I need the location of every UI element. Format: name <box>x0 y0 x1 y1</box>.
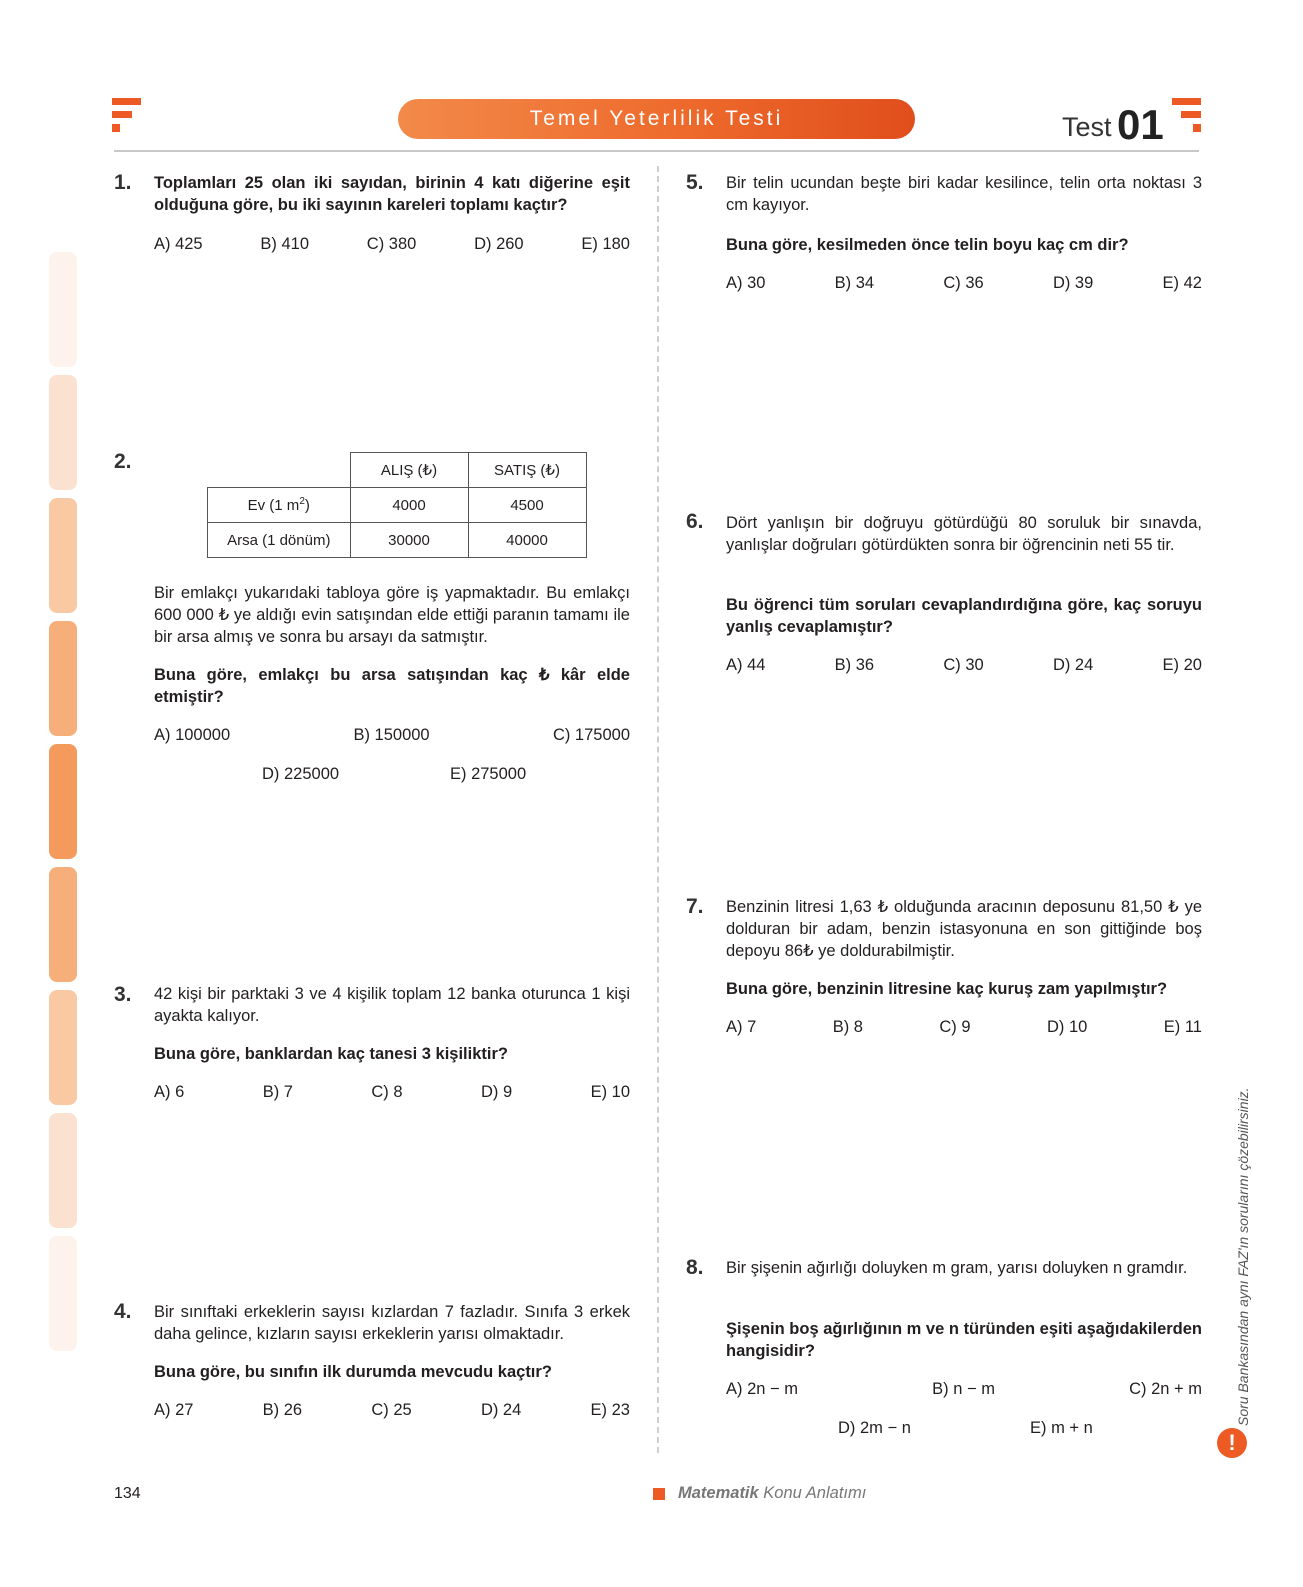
question-6-question: Bu öğrenci tüm soruları cevaplandırdığına göre, kaç soruyu yanlış cevaplamıştır? <box>726 596 1202 636</box>
page-number: 134 <box>114 1485 141 1502</box>
option-c[interactable]: C) 380 <box>366 235 417 253</box>
option-a[interactable]: A) 100000 <box>154 726 231 744</box>
row-label-house: Ev (1 $m^2$) <box>208 488 351 523</box>
question-2-text: Bir emlakçı yukarıdaki tabloya göre iş yapmaktadır. Bu emlakçı 600 000 ₺ ye aldığı evin satışından elde ettiği paranın tamamı ile bir arsa almış ve sonra bu arsayı da satmıştır. <box>154 584 630 646</box>
footer-square-icon <box>653 1488 665 1500</box>
question-6-number: 6. <box>686 510 704 533</box>
section-tab-7 <box>49 990 77 1105</box>
test-number: 01 <box>1117 101 1164 148</box>
question-1-text: Toplamları 25 olan iki sayıdan, birinin 4 katı diğerine eşit olduğuna göre, bu iki sayının kareleri toplamı kaçtır? <box>154 174 630 214</box>
question-4-text: Bir sınıftaki erkeklerin sayısı kızlardan 7 fazladır. Sınıfa 3 erkek daha gelince, kızların sayısı erkeklerin yarısı olmaktadır. <box>154 1303 630 1343</box>
option-a[interactable]: A) 425 <box>154 235 203 253</box>
option-a[interactable]: A) 6 <box>154 1083 185 1101</box>
sell-header: SATIŞ (₺) <box>468 453 586 488</box>
option-e[interactable]: E) 23 <box>590 1401 630 1419</box>
option-d[interactable]: D) 39 <box>1052 274 1094 292</box>
side-note: Soru Bankasından aynı FAZ'ın sorularını çözebilirsiniz. <box>1235 1087 1251 1426</box>
section-tab-8 <box>49 1113 77 1228</box>
footer-subtitle: Konu Anlatımı <box>763 1484 867 1502</box>
section-tab-1 <box>49 252 77 367</box>
option-e[interactable]: E) 11 <box>1163 1018 1202 1036</box>
option-a[interactable]: A) 2n − m <box>726 1380 798 1398</box>
option-a[interactable]: A) 27 <box>154 1401 194 1419</box>
question-7-number: 7. <box>686 895 704 918</box>
option-b[interactable]: B) 7 <box>262 1083 293 1101</box>
option-e[interactable]: E) 180 <box>581 235 630 253</box>
table-row <box>208 488 587 523</box>
land-sell-price: 40000 <box>468 523 586 558</box>
question-4-number: 4. <box>114 1300 132 1323</box>
option-e[interactable]: E) 10 <box>590 1083 630 1101</box>
question-2-options-row1 <box>154 726 630 745</box>
section-tab-4 <box>49 621 77 736</box>
option-e[interactable]: E) 275000 <box>450 765 527 783</box>
buy-header: ALIŞ (₺) <box>350 453 468 488</box>
option-d[interactable]: D) 9 <box>480 1083 513 1101</box>
footer-title <box>678 1484 866 1503</box>
option-c[interactable]: C) 2n + m <box>1129 1380 1202 1398</box>
option-e[interactable]: E) m + n <box>1030 1419 1093 1437</box>
table-row <box>208 523 587 558</box>
section-tab-3 <box>49 498 77 613</box>
price-table <box>207 452 587 558</box>
option-e[interactable]: E) 20 <box>1162 656 1202 674</box>
section-tab-5 <box>49 744 77 859</box>
house-sell-price: 4500 <box>468 488 586 523</box>
question-8-text: Bir şişenin ağırlığı doluyken m gram, yarısı doluyken n gramdır. <box>726 1259 1188 1277</box>
publisher-logo-right <box>1172 98 1202 138</box>
question-3-number: 3. <box>114 983 132 1006</box>
question-5-text: Bir telin ucundan beşte biri kadar kesilince, telin orta noktası 3 cm kayıyor. <box>726 174 1202 214</box>
option-b[interactable]: B) 26 <box>262 1401 303 1419</box>
question-6-options <box>726 656 1202 675</box>
question-7-question: Buna göre, benzinin litresine kaç kuruş zam yapılmıştır? <box>726 980 1168 998</box>
option-d[interactable]: D) 10 <box>1046 1018 1088 1036</box>
question-2-question: Buna göre, emlakçı bu arsa satışından kaç ₺ kâr elde etmiştir? <box>154 666 630 706</box>
option-e[interactable]: E) 42 <box>1162 274 1202 292</box>
alert-icon: ! <box>1217 1428 1247 1458</box>
option-b[interactable]: B) 36 <box>834 656 875 674</box>
question-5-question: Buna göre, kesilmeden önce telin boyu kaç cm dir? <box>726 236 1129 254</box>
option-c[interactable]: C) 175000 <box>552 726 630 744</box>
option-d[interactable]: D) 2m − n <box>838 1419 911 1437</box>
question-3-question: Buna göre, banklardan kaç tanesi 3 kişiliktir? <box>154 1045 508 1063</box>
question-4-options <box>154 1401 630 1420</box>
publisher-logo-left <box>112 98 142 138</box>
question-5-number: 5. <box>686 171 704 194</box>
house-buy-price: 4000 <box>350 488 468 523</box>
question-7-options <box>726 1018 1202 1037</box>
section-tab-6 <box>49 867 77 982</box>
table-header-row <box>208 453 587 488</box>
option-a[interactable]: A) 7 <box>726 1018 757 1036</box>
section-tab-9 <box>49 1236 77 1351</box>
option-b[interactable]: B) n − m <box>932 1380 995 1398</box>
section-tab-2 <box>49 375 77 490</box>
question-8-options-row1 <box>726 1380 1202 1399</box>
question-1-options <box>154 235 630 254</box>
header-divider <box>114 150 1199 152</box>
question-3-options <box>154 1083 630 1102</box>
question-4-question: Buna göre, bu sınıfın ilk durumda mevcudu kaçtır? <box>154 1363 552 1381</box>
option-a[interactable]: A) 30 <box>726 274 766 292</box>
question-8-question: Şişenin boş ağırlığının m ve n türünden eşiti aşağıdakilerden hangisidir? <box>726 1320 1202 1360</box>
question-1-number: 1. <box>114 171 132 194</box>
option-a[interactable]: A) 44 <box>726 656 766 674</box>
test-label: Test <box>1062 112 1112 142</box>
option-c[interactable]: C) 30 <box>943 656 984 674</box>
question-8-number: 8. <box>686 1256 704 1279</box>
option-b[interactable]: B) 34 <box>834 274 875 292</box>
footer-subject: Matematik <box>678 1484 759 1502</box>
option-c[interactable]: C) 8 <box>371 1083 403 1101</box>
option-c[interactable]: C) 9 <box>939 1018 971 1036</box>
option-c[interactable]: C) 36 <box>943 274 984 292</box>
option-d[interactable]: D) 260 <box>474 235 524 253</box>
option-c[interactable]: C) 25 <box>371 1401 412 1419</box>
test-title-banner: Temel Yeterlilik Testi <box>398 99 915 139</box>
land-buy-price: 30000 <box>350 523 468 558</box>
question-6-text: Dört yanlışın bir doğruyu götürdüğü 80 soruluk bir sınavda, yanlışlar doğruları götürdükten sonra bir öğrencinin neti 55 tir. <box>726 514 1202 554</box>
question-2-number: 2. <box>114 450 132 473</box>
question-3-text: 42 kişi bir parktaki 3 ve 4 kişilik toplam 12 banka oturunca 1 kişi ayakta kalıyor. <box>154 985 630 1025</box>
option-d[interactable]: D) 24 <box>1052 656 1094 674</box>
question-7-text: Benzinin litresi 1,63 ₺ olduğunda aracının deposunu 81,50 ₺ ye dolduran bir adam, benzin istasyonuna en son gittiğinde boş depoyu 86₺ ye doldurabilmiştir. <box>726 898 1202 960</box>
column-divider <box>657 166 659 1453</box>
option-d[interactable]: D) 24 <box>480 1401 522 1419</box>
option-d[interactable]: D) 225000 <box>262 765 340 783</box>
option-b[interactable]: B) 150000 <box>353 726 430 744</box>
row-label-land: Arsa (1 dönüm) <box>208 523 351 558</box>
option-b[interactable]: B) 410 <box>260 235 310 253</box>
option-b[interactable]: B) 8 <box>832 1018 863 1036</box>
question-5-options <box>726 274 1202 293</box>
